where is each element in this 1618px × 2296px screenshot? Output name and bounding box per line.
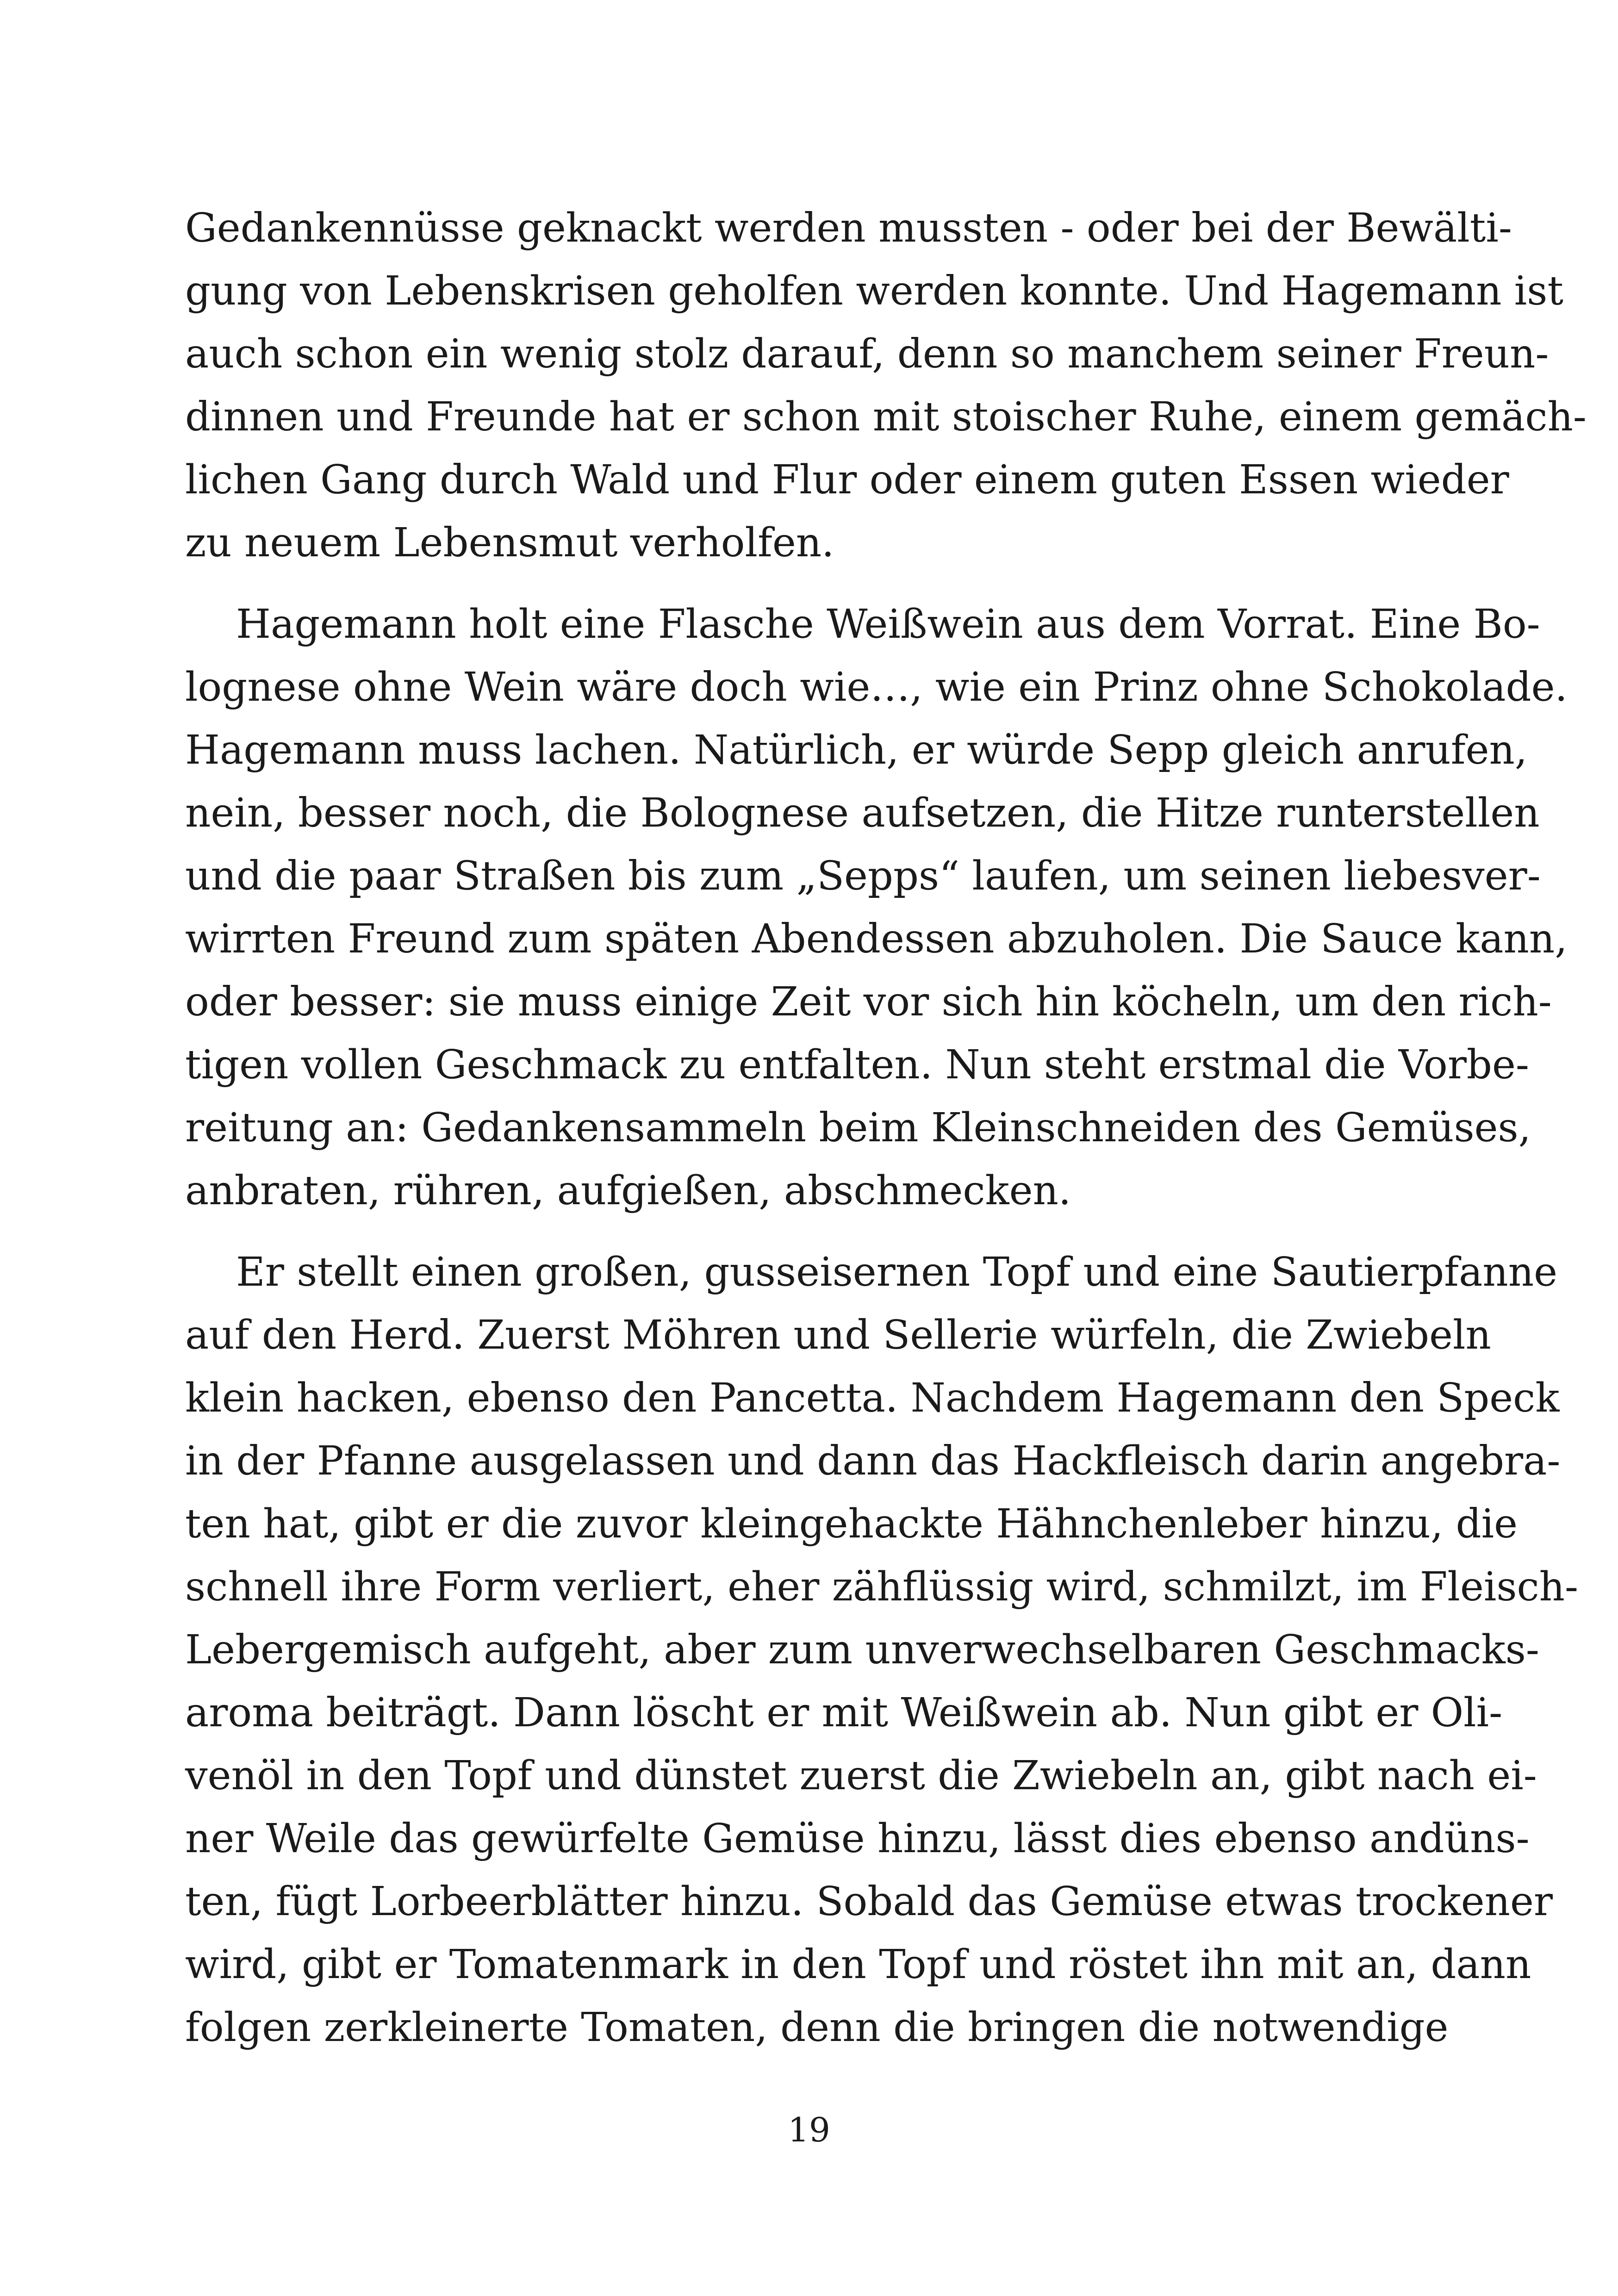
text-line: dinnen und Freunde hat er schon mit stoischer Ruhe, einem gemäch-: [185, 394, 1587, 440]
paragraph-gap: [185, 1222, 1435, 1241]
text-line: Hagemann muss lachen. Natürlich, er würde Sepp gleich anrufen,: [185, 727, 1528, 773]
text-line: ner Weile das gewürfelte Gemüse hinzu, lässt dies ebenso andüns-: [185, 1816, 1530, 1862]
text-line: Gedankennüsse geknackt werden mussten - oder bei der Bewälti-: [185, 205, 1512, 251]
text-line: ten hat, gibt er die zuvor kleingehackte Hähnchenleber hinzu, die: [185, 1501, 1518, 1547]
text-line: wirrten Freund zum späten Abendessen abzuholen. Die Sauce kann,: [185, 916, 1568, 962]
text-line: tigen vollen Geschmack zu entfalten. Nun steht erstmal die Vorbe-: [185, 1042, 1529, 1088]
text-line: klein hacken, ebenso den Pancetta. Nachdem Hagemann den Speck: [185, 1375, 1560, 1421]
body-text: [185, 197, 1587, 2059]
text-line: und die paar Straßen bis zum „Sepps“ laufen, um seinen liebesver-: [185, 853, 1541, 899]
text-line: gung von Lebenskrisen geholfen werden konnte. Und Hagemann ist: [185, 268, 1564, 314]
text-line: Er stellt einen großen, gusseisernen Topf und eine Sautierpfanne: [236, 1249, 1558, 1295]
text-line: aroma beiträgt. Dann löscht er mit Weißwein ab. Nun gibt er Oli-: [185, 1690, 1503, 1736]
paragraph-gap: [185, 574, 1435, 593]
text-line: auch schon ein wenig stolz darauf, denn so manchem seiner Freun-: [185, 331, 1549, 377]
text-line: venöl in den Topf und dünstet zuerst die Zwiebeln an, gibt nach ei-: [185, 1753, 1537, 1799]
text-line: Lebergemisch aufgeht, aber zum unverwechselbaren Geschmacks-: [185, 1627, 1539, 1673]
text-line: auf den Herd. Zuerst Möhren und Sellerie würfeln, die Zwiebeln: [185, 1312, 1491, 1358]
page-number: 19: [788, 2110, 830, 2149]
text-line: zu neuem Lebensmut verholfen.: [185, 520, 834, 566]
text-line: ten, fügt Lorbeerblätter hinzu. Sobald das Gemüse etwas trockener: [185, 1879, 1553, 1925]
text-line: in der Pfanne ausgelassen und dann das Hackfleisch darin angebra-: [185, 1438, 1561, 1484]
text-line: reitung an: Gedankensammeln beim Kleinschneiden des Gemüses,: [185, 1105, 1531, 1151]
text-line: Hagemann holt eine Flasche Weißwein aus dem Vorrat. Eine Bo-: [236, 601, 1540, 647]
text-line: lognese ohne Wein wäre doch wie…, wie ein Prinz ohne Schokolade.: [185, 664, 1568, 710]
text-line: anbraten, rühren, aufgießen, abschmecken.: [185, 1168, 1071, 1214]
text-line: nein, besser noch, die Bolognese aufsetzen, die Hitze runterstellen: [185, 790, 1540, 836]
text-line: folgen zerkleinerte Tomaten, denn die bringen die notwendige: [185, 2004, 1449, 2051]
text-line: lichen Gang durch Wald und Flur oder einem guten Essen wieder: [185, 457, 1509, 503]
text-line: schnell ihre Form verliert, eher zähflüssig wird, schmilzt, im Fleisch-: [185, 1564, 1579, 1610]
text-line: oder besser: sie muss einige Zeit vor sich hin köcheln, um den rich-: [185, 979, 1552, 1025]
text-line: wird, gibt er Tomatenmark in den Topf und röstet ihn mit an, dann: [185, 1941, 1531, 1988]
